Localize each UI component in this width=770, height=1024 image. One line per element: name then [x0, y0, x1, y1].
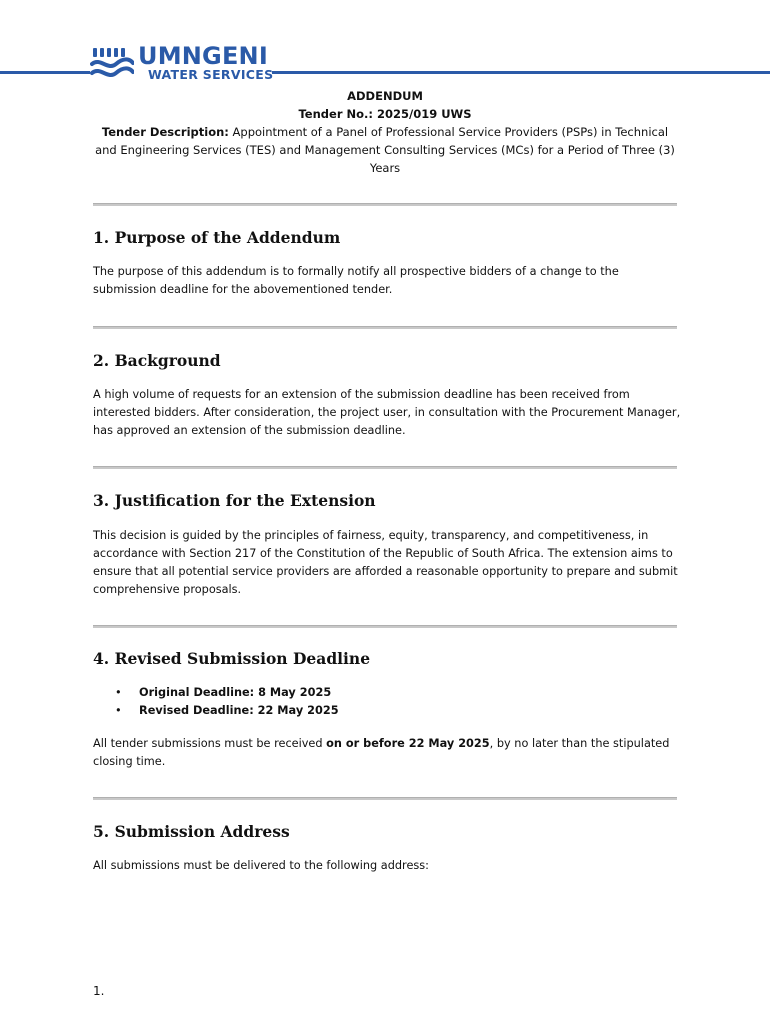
section-heading-purpose: 1. Purpose of the Addendum [93, 228, 341, 247]
section-divider [93, 625, 677, 628]
section-divider [93, 326, 677, 329]
deadline-list [93, 684, 683, 720]
deadline-note-pre: All tender submissions must be received [93, 737, 327, 750]
bullet-icon: • [115, 704, 122, 717]
water-wave-icon [90, 46, 134, 82]
section-body-background: A high volume of requests for an extension of the submission deadline has been received from interested bidders. After consideration, the project user, in consultation with the Procurement Manager, has approved an extension of the submission deadline. [93, 388, 681, 437]
deadline-note-post: , by no later than the stipulated closing time. [93, 737, 670, 768]
section-heading-justification: 3. Justification for the Extension [93, 491, 376, 510]
header-rule-left [0, 71, 90, 74]
section-divider [93, 797, 677, 800]
section-divider [93, 203, 677, 206]
logo [90, 44, 272, 84]
section-heading-deadline: 4. Revised Submission Deadline [93, 649, 371, 668]
section-body-address: All submissions must be delivered to the following address: [93, 859, 429, 872]
section-body-justification: This decision is guided by the principles of fairness, equity, transparency, and competitiveness, in accordance with Section 217 of the Constitution of the Republic of South Africa. The extension aims to ensure that all potential service providers are afforded a reasonable opportunity to prepare and submit comprehensive proposals. [93, 529, 678, 596]
section-heading-background: 2. Background [93, 351, 221, 370]
title-block [90, 87, 680, 177]
tender-description-label: Tender Description: [101, 125, 229, 139]
deadline-note-bold: on or before 22 May 2025 [326, 737, 490, 750]
bullet-icon: • [115, 686, 122, 699]
tender-description-text: Appointment of a Panel of Professional Service Providers (PSPs) in Technical and Engineering Services (TES) and Management Consulting Services (MCs) for a Period of Three (3) Years [95, 125, 675, 175]
list-item [93, 702, 683, 720]
logo-name: UMNGENI [138, 42, 268, 70]
address-item-number: 1. [93, 984, 105, 998]
logo-subtitle: WATER SERVICES [148, 67, 274, 82]
original-deadline: Original Deadline: 8 May 2025 [139, 686, 332, 699]
tender-number: Tender No.: 2025/019 UWS [298, 107, 472, 121]
list-item [93, 684, 683, 702]
section-heading-address: 5. Submission Address [93, 822, 290, 841]
revised-deadline: Revised Deadline: 22 May 2025 [139, 704, 339, 717]
section-body-purpose: The purpose of this addendum is to formally notify all prospective bidders of a change to the submission deadline for the abovementioned tender. [93, 265, 619, 296]
section-divider [93, 466, 677, 469]
deadline-note [93, 735, 683, 771]
tender-description [90, 123, 680, 177]
header-rule-right [272, 71, 770, 74]
addendum-title: ADDENDUM [347, 89, 423, 103]
